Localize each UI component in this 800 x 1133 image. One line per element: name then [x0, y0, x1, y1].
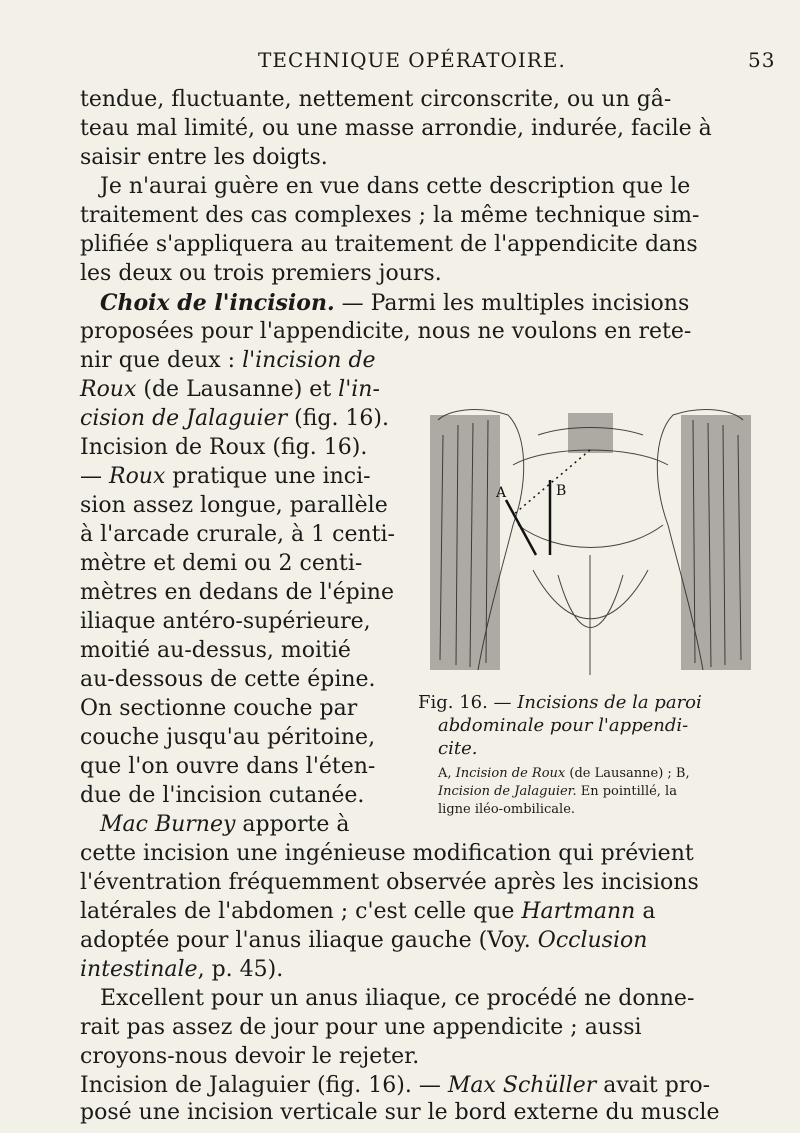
italic-span: Hartmann	[521, 899, 636, 924]
text-line: que l'on ouvre dans l'éten-	[80, 754, 376, 779]
legend-italic: Incision de Jalaguier.	[438, 784, 577, 799]
text-line	[80, 406, 389, 432]
running-title: TECHNIQUE OPÉRATOIRE.	[258, 48, 566, 72]
section-heading: Choix de l'incision.	[100, 290, 335, 316]
italic-span: l'incision de	[242, 348, 376, 373]
text-span: (fig. 16).	[287, 406, 389, 431]
text-line: teau mal limité, ou une masse arrondie, indurée, facile à	[80, 116, 712, 141]
text-line: Excellent pour un anus iliaque, ce procédé ne donne-	[100, 986, 695, 1011]
caption-italic: Incisions de la paroi	[517, 692, 702, 713]
text-line: traitement des cas complexes ; la même technique sim-	[80, 203, 700, 228]
text-line	[80, 957, 283, 983]
text-line: couche jusqu'au péritoine,	[80, 725, 376, 750]
legend-italic: Incision de Roux	[455, 766, 566, 781]
text-line: moitié au-dessus, moitié	[80, 638, 351, 663]
text-span: latérales de l'abdomen ; c'est celle que	[80, 899, 522, 924]
text-span: pratique une inci-	[165, 464, 371, 489]
text-line: les deux ou trois premiers jours.	[80, 261, 442, 286]
text-span: avait pro-	[596, 1073, 711, 1098]
italic-span: l'in-	[338, 377, 380, 402]
text-line	[80, 348, 376, 374]
text-line: l'éventration fréquemment observée après les incisions	[80, 870, 699, 895]
text-line: sion assez longue, parallèle	[80, 493, 388, 518]
figure-caption-line	[438, 739, 477, 759]
caption-italic: abdominale pour l'appendi-	[438, 715, 689, 736]
text-line	[80, 928, 647, 954]
figure-legend-line	[438, 784, 677, 800]
text-line: cette incision une ingénieuse modification qui prévient	[80, 841, 694, 866]
italic-span: intestinale	[80, 957, 198, 982]
figure-caption-line	[418, 693, 702, 713]
text-line: mètres en dedans de l'épine	[80, 580, 394, 605]
text-span: a	[635, 899, 656, 924]
legend-text: En pointillé, la	[576, 784, 677, 799]
text-line: Je n'aurai guère en vue dans cette description que le	[100, 174, 691, 199]
text-line: tendue, fluctuante, nettement circonscrite, ou un gâ-	[80, 87, 672, 112]
italic-span: Roux	[109, 464, 166, 489]
page-number: 53	[748, 48, 776, 72]
text-span: (de Lausanne) et	[136, 377, 339, 402]
text-span: , p. 45).	[197, 957, 284, 982]
caption-text: Fig. 16. —	[418, 692, 518, 713]
text-line: iliaque antéro-supérieure,	[80, 609, 371, 634]
text-span: apporte à	[235, 812, 350, 837]
text-line: plifiée s'appliquera au traitement de l'appendicite dans	[80, 232, 698, 257]
subsection-heading: Incision de Roux (fig. 16).	[80, 435, 368, 460]
italic-span: Occlusion	[537, 928, 648, 953]
page-header	[0, 48, 800, 78]
caption-italic: cite.	[438, 738, 478, 759]
figure-legend-line: ligne iléo-ombilicale.	[438, 802, 576, 817]
text-span: Incision de Jalaguier (fig. 16). —	[80, 1073, 448, 1098]
text-span: nir que deux :	[80, 348, 243, 373]
text-line: due de l'incision cutanée.	[80, 783, 365, 808]
figure-legend-line	[438, 766, 690, 782]
text-line: mètre et demi ou 2 centi-	[80, 551, 363, 576]
text-span: adoptée pour l'anus iliaque gauche (Voy.	[80, 928, 538, 953]
text-line	[100, 812, 349, 838]
figure-caption-line	[438, 716, 688, 736]
text-span: —	[80, 464, 109, 489]
italic-span: Mac Burney	[100, 812, 236, 837]
legend-text: A,	[438, 766, 456, 781]
text-line: à l'arcade crurale, à 1 centi-	[80, 522, 395, 547]
heading-rest: — Parmi les multiples incisions	[334, 291, 690, 316]
label-a: A	[496, 485, 507, 501]
italic-span: cision de Jalaguier	[80, 406, 288, 431]
text-line: croyons-nous devoir le rejeter.	[80, 1044, 420, 1069]
text-line: saisir entre les doigts.	[80, 145, 328, 170]
label-b: B	[556, 483, 567, 499]
text-line	[80, 377, 380, 403]
abdomen-illustration	[418, 405, 763, 683]
italic-span: Roux	[80, 377, 137, 402]
text-line: au-dessous de cette épine.	[80, 667, 376, 692]
text-line: proposées pour l'appendicite, nous ne voulons en rete-	[80, 319, 692, 344]
legend-text: (de Lausanne) ; B,	[565, 766, 690, 781]
text-line: rait pas assez de jour pour une appendicite ; aussi	[80, 1015, 642, 1040]
section-heading-line	[100, 290, 689, 317]
text-line: posé une incision verticale sur le bord externe du muscle	[80, 1100, 720, 1125]
text-line: On sectionne couche par	[80, 696, 358, 721]
text-line	[80, 1073, 710, 1099]
text-line	[80, 899, 655, 925]
italic-span: Max Schüller	[447, 1073, 597, 1098]
text-line	[80, 464, 371, 490]
